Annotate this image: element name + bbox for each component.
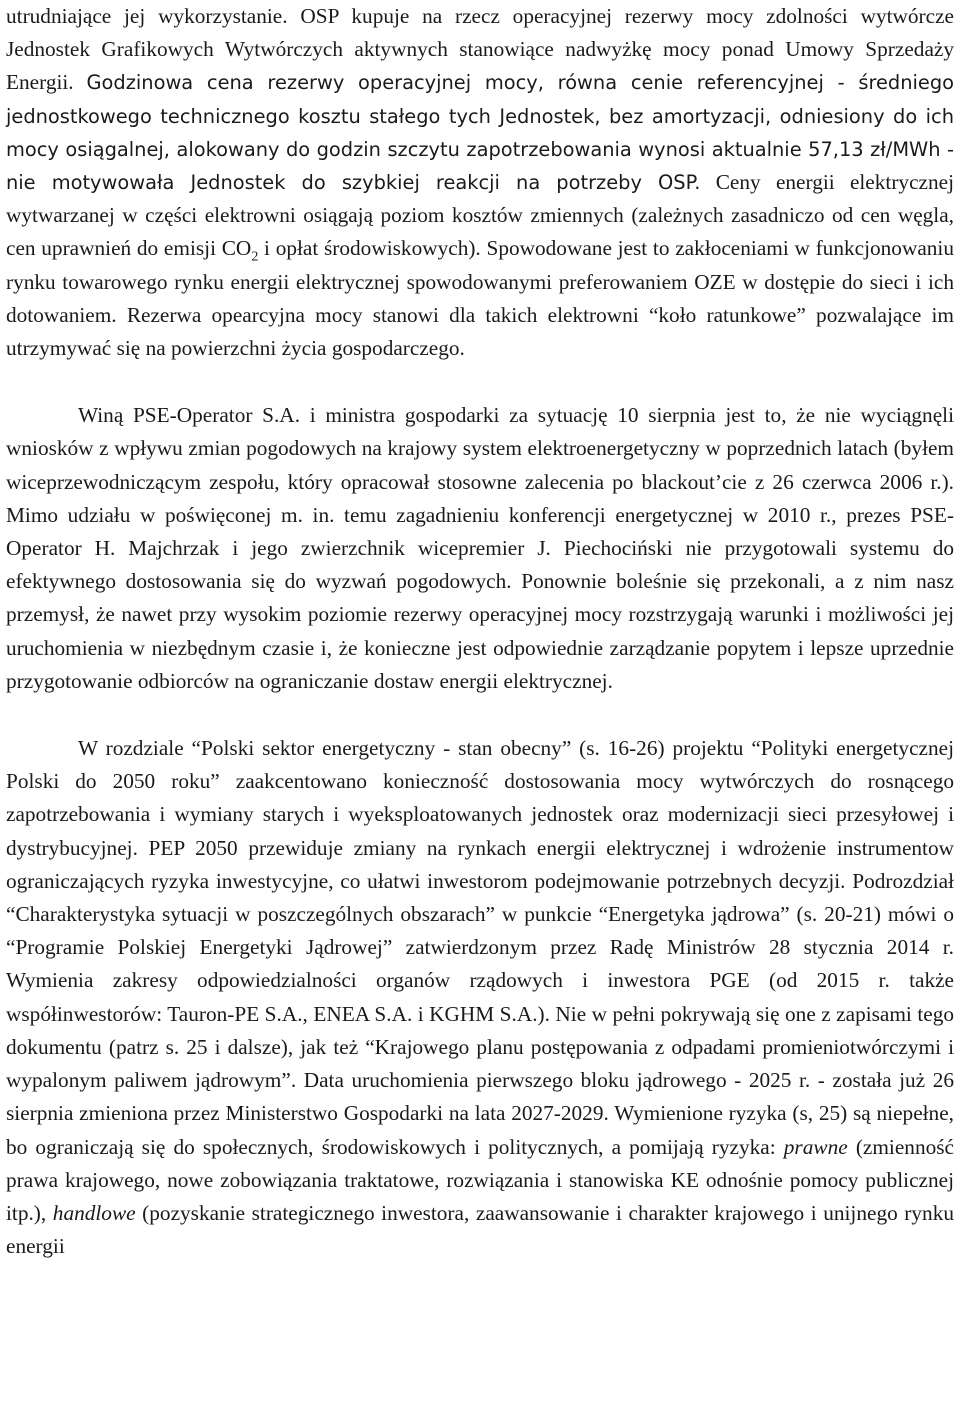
text-segment: (zmienność prawa krajowego, nowe zobowiązania traktatowe, rozwiązania i stanowiska KE odnośnie pomocy publicznej itp.), bbox=[6, 1134, 954, 1225]
text-segment: Winą PSE-Operator S.A. i ministra gospodarki za sytuację 10 sierpnia jest to, że nie wyciągnęli wniosków z wpływu zmian pogodowych na krajowy system elektroenergetyczny w poprzednich latach (byłem wiceprzewodniczącym zespołu, który opracował stosowne zalecenia po blackout’cie z 26 czerwca 2006 r.). Mimo udziału w poświęconej m. in. temu zagadnieniu konferencji energetycznej w 2010 r., prezes PSE-Operator H. Majchrzak i jego zwierzchnik wicepremier J. Piechociński nie przygotowali systemu do efektywnego dostosowania się do wyzwań pogodowych. Ponownie boleśnie się przekonali, a z nim nasz przemysł, że nawet przy wysokim poziomie rezerwy operacyjnej mocy rozstrzygają warunki i możliwości jej uruchomienia w niezbędnym czasie i, że konieczne jest odpowiednie zarządzanie popytem i lepsze uprzednie przygotowanie odbiorców na ograniczanie dostaw energii elektrycznej. bbox=[6, 403, 954, 693]
text-segment: W rozdziale “Polski sektor energetyczny - stan obecny” (s. 16-26) projektu “Polityki energetycznej Polski do 2050 roku” zaakcentowano konieczność dostosowania mocy wytwórczych do rosnącego zapotrzebowania i wymiany starych i wyeksploatowanych jednostek oraz modernizacji sieci przesyłowej i dystrybucyjnej. PEP 2050 przewiduje zmiany na rynkach energii elektrycznej i wdrożenie instrumentow ograniczających ryzyka inwestycyjne, co ułatwi inwestorom podejmowanie potrzebnych decyzji. Podrozdział “Charakterystyka sytuacji w poszczególnych obszarach” w punkcie “Energetyka jądrowa” (s. 20-21) mówi o “Programie Polskiej Energetyki Jądrowej” zatwierdzonym przez Radę Ministrów 28 stycznia 2014 r. Wymienia zakresy odpowiedzialności organów rządowych i inwestora PGE (od 2015 r. także współinwestorów: Tauron-PE S.A., ENEA S.A. i KGHM S.A.). Nie w pełni pokrywają się one z zapisami tego dokumentu (patrz s. 25 i dalsze), jak też “Krajowego planu postępowania z odpadami promieniotwórczymi i wypalonym paliwem jądrowym”. Data uruchomienia pierwszego bloku jądrowego - 2025 r. - została już 26 sierpnia zmieniona przez Ministerstwo Gospodarki na lata 2027-2029. Wymienione ryzyka (s, 25) są niepełne, bo ograniczają się do społecznych, środowiskowych i politycznych, a pomijają ryzyka: bbox=[6, 736, 954, 1159]
paragraph-3 bbox=[6, 732, 954, 1263]
text-segment: i opłat środowiskowych). Spowodowane jest to zakłoceniami w funkcjonowaniu rynku towarowego rynku energii elektrycznej spowodowanymi preferowaniem OZE w dostępie do sieci i ich dotowaniem. Rezerwa opearcyjna mocy stanowi dla takich elektrowni “koło ratunkowe” pozwalające im utrzymywać się na powierzchni życia gospodarczego. bbox=[6, 236, 954, 361]
text-segment-sans: Godzinowa cena rezerwy operacyjnej mocy, równa cenie referencyjnej - średniego jednostkowego technicznego kosztu stałego tych Jednostek, bez amortyzacji, odniesiony do ich mocy osiągalnej, alokowany do godzin szczytu zapotrzebowania wynosi aktualnie 57,13 zł/MWh - nie motywowała Jednostek do szybkiej reakcji na potrzeby OSP. bbox=[6, 71, 955, 195]
paragraph-2 bbox=[6, 399, 954, 698]
subscript: 2 bbox=[251, 249, 259, 265]
document-page bbox=[6, 0, 954, 1263]
italic-term-prawne: prawne bbox=[783, 1134, 848, 1159]
italic-term-handlowe: handlowe bbox=[52, 1200, 136, 1225]
text-segment: Ceny energii elektrycznej wytwarzanej w części elektrowni osiągają poziom kosztów zmiennych (zależnych zasadniczo od cen węgla, cen uprawnień do emisji CO bbox=[6, 170, 954, 261]
text-segment: utrudniające jej wykorzystanie. OSP kupuje na rzecz operacyjnej rezerwy mocy zdolności wytwórcze Jednostek Grafikowych Wytwórczych aktywnych stanowiące nadwyżkę mocy ponad Umowy Sprzedaży Energii. bbox=[6, 4, 954, 95]
paragraph-1 bbox=[6, 0, 954, 365]
text-segment: (pozyskanie strategicznego inwestora, zaawansowanie i charakter krajowego i unijnego rynku energii bbox=[6, 1200, 954, 1259]
